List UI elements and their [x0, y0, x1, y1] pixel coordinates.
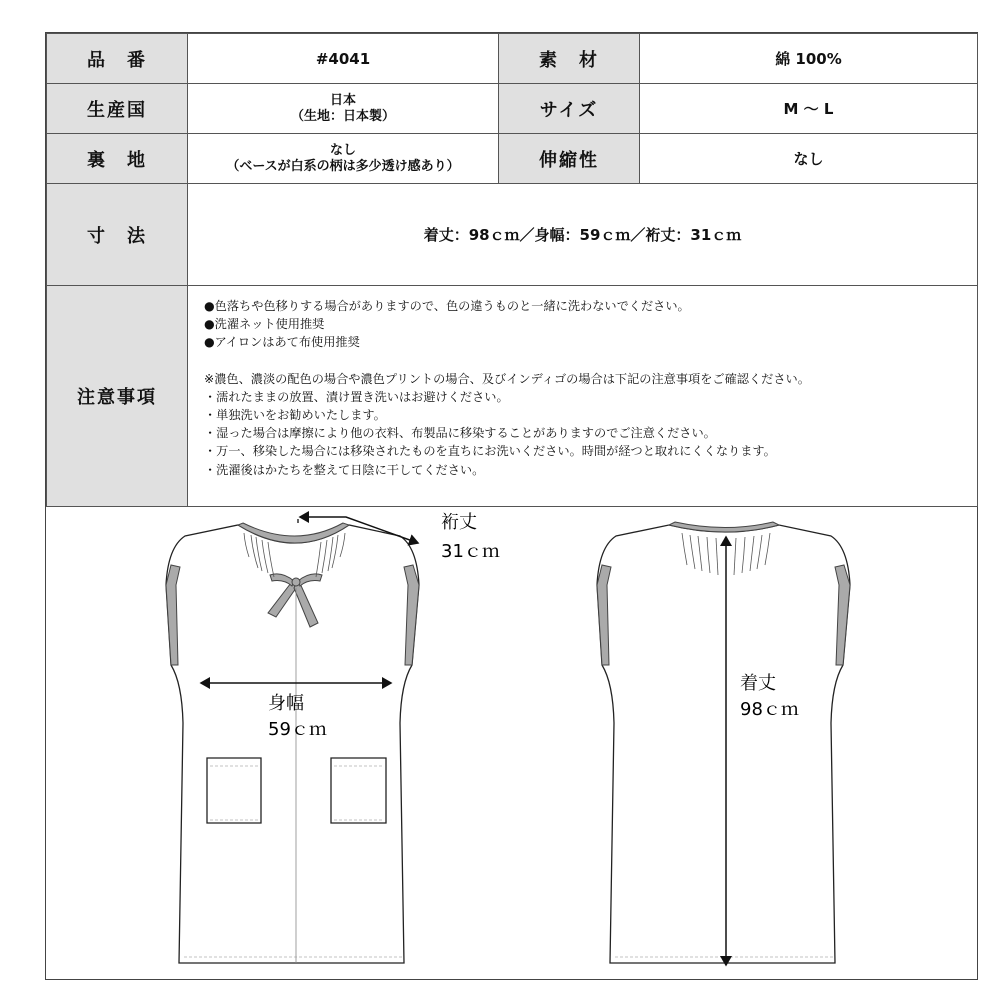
lining-value-line2: （ベースが白系の柄は多少透け感あり） — [226, 158, 460, 174]
origin-value — [188, 84, 499, 134]
care-line: ●色落ちや色移りする場合がありますので、色の違うものと一緒に洗わないでください。 — [204, 299, 690, 313]
back-view — [597, 522, 850, 963]
item-no-label: 品 番 — [47, 34, 188, 84]
care-line: ・洗濯後はかたちを整えて日陰に干してください。 — [204, 462, 485, 477]
lining-label: 裏 地 — [47, 134, 188, 184]
total-length-value: 98ｃｍ — [740, 699, 799, 720]
care-line: ●アイロンはあて布使用推奨 — [204, 335, 360, 350]
lining-value-line1: なし — [329, 142, 356, 158]
body-width-value: 59ｃｍ — [268, 719, 327, 740]
origin-label: 生産国 — [47, 84, 188, 134]
care-line: ・湿った場合は摩擦により他の衣料、布製品に移染することがありますのでご注意ください。 — [204, 426, 716, 441]
item-no-value: #4041 — [188, 34, 499, 84]
care-line: ・濡れたままの放置、漬け置き洗いはお避けください。 — [204, 389, 509, 404]
dimensions-value: 着丈：98ｃｍ／身幅：59ｃｍ／裄丈：31ｃｍ — [188, 184, 978, 286]
care-line: ●洗濯ネット使用推奨 — [204, 317, 325, 332]
origin-value-line1: 日本 — [329, 92, 356, 108]
care-notes — [188, 286, 978, 507]
dimensions-label: 寸 法 — [47, 184, 188, 286]
garment-diagram — [46, 493, 977, 979]
stretch-value: なし — [640, 134, 978, 184]
size-value: M 〜 L — [640, 84, 978, 134]
material-label: 素 材 — [499, 34, 640, 84]
spec-table — [46, 33, 978, 507]
care-line: ・万一、移染した場合には移染されたものを直ちにお洗いください。時間が経つと取れにくくなります。 — [204, 444, 776, 459]
total-length-label: 着丈 — [740, 673, 776, 694]
origin-value-line2: （生地：日本製） — [290, 108, 395, 124]
sleeve-length-value: 31ｃｍ — [441, 541, 500, 562]
garment-illustration — [46, 493, 977, 979]
lining-value — [188, 134, 499, 184]
stretch-label: 伸縮性 — [499, 134, 640, 184]
product-spec-sheet — [45, 32, 978, 980]
care-line: ※濃色、濃淡の配色の場合や濃色プリントの場合、及びインディゴの場合は下記の注意事項をご確認ください。 — [204, 371, 810, 386]
care-line: ・単独洗いをお勧めいたします。 — [204, 408, 386, 423]
material-value: 綿 100% — [640, 34, 978, 84]
body-width-label: 身幅 — [268, 693, 304, 714]
sleeve-length-label: 裄丈 — [441, 512, 477, 533]
care-label: 注意事項 — [47, 286, 188, 507]
size-label: サイズ — [499, 84, 640, 134]
front-view — [166, 523, 419, 963]
